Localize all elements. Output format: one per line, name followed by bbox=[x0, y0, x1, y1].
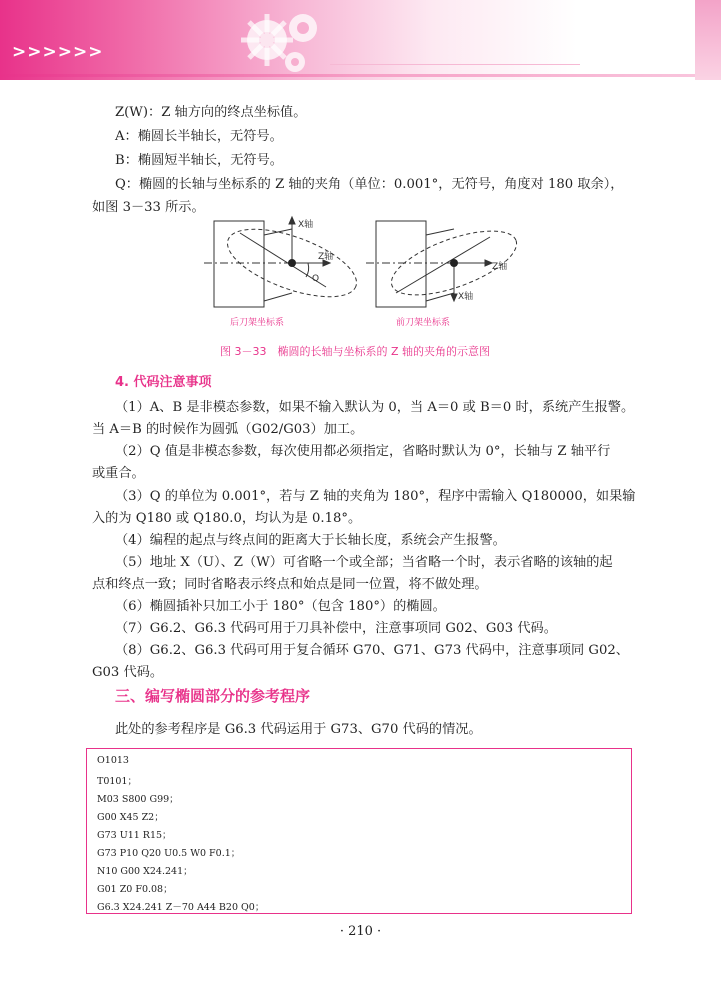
note-line: （7）G6.2、G6.3 代码可用于刀具补偿中，注意事项同 G02、G03 代码。 bbox=[115, 621, 557, 636]
rear-turret-diagram bbox=[204, 215, 365, 310]
gears-icon bbox=[225, 0, 335, 78]
param-b: B：椭圆短半轴长，无符号。 bbox=[115, 153, 283, 168]
code-line: N10 G00 X24.241； bbox=[97, 866, 193, 877]
rear-z-axis-label: Z轴 bbox=[318, 252, 334, 262]
figure-caption: 图 3－33 椭圆的长轴与坐标系的 Z 轴的夹角的示意图 bbox=[220, 345, 491, 358]
ellipse-angle-figure bbox=[200, 215, 530, 333]
rear-turret-label: 后刀架坐标系 bbox=[230, 318, 285, 328]
code-line: T0101； bbox=[97, 776, 138, 787]
note-line: 点和终点一致；同时省略表示终点和始点是同一位置，将不做处理。 bbox=[92, 577, 488, 592]
rear-q-label: Q bbox=[312, 274, 320, 284]
note-line: （6）椭圆插补只加工小于 180°（包含 180°）的椭圆。 bbox=[115, 599, 446, 614]
code-line: G01 Z0 F0.08； bbox=[97, 884, 173, 895]
page-header bbox=[0, 0, 721, 80]
code-line: M03 S800 G99； bbox=[97, 794, 179, 805]
param-q-cont: 如图 3－33 所示。 bbox=[92, 200, 205, 215]
header-arrows-icon: >>>>>> bbox=[12, 42, 104, 62]
param-a: A：椭圆长半轴长，无符号。 bbox=[115, 129, 283, 144]
note-line: （1）A、B 是非模态参数，如果不输入默认为 0，当 A＝0 或 B＝0 时，系统产生报警。 bbox=[115, 400, 635, 415]
code-line: G6.3 X24.241 Z－70 A44 B20 Q0； bbox=[97, 902, 265, 913]
param-z: Z(W)：Z 轴方向的终点坐标值。 bbox=[115, 105, 307, 120]
code-line: O1013 bbox=[97, 755, 129, 766]
note-line: 入的为 Q180 或 Q180.0，均认为是 0.18°。 bbox=[92, 511, 362, 526]
header-thin-rule bbox=[330, 64, 580, 65]
note-line: 或重合。 bbox=[92, 466, 145, 481]
code-listing bbox=[86, 748, 632, 914]
front-x-axis-label: X轴 bbox=[458, 292, 474, 302]
code-line: G00 X45 Z2； bbox=[97, 812, 164, 823]
header-rule bbox=[0, 74, 721, 77]
note-line: （8）G6.2、G6.3 代码可用于复合循环 G70、G71、G73 代码中，注意事项同 G02、 bbox=[115, 643, 629, 658]
code-line: G73 U11 R15； bbox=[97, 830, 172, 841]
header-side-tab bbox=[695, 0, 721, 80]
note-line: （4）编程的起点与终点间的距离大于长轴长度，系统会产生报警。 bbox=[115, 533, 506, 548]
front-turret-label: 前刀架坐标系 bbox=[396, 318, 451, 328]
param-q: Q：椭圆的长轴与坐标系的 Z 轴的夹角（单位：0.001°，无符号，角度对 180 取余）， bbox=[115, 177, 624, 192]
code-line: G73 P10 Q20 U0.5 W0 F0.1； bbox=[97, 848, 241, 859]
program-intro: 此处的参考程序是 G6.3 代码运用于 G73、G70 代码的情况。 bbox=[115, 722, 482, 737]
note-line: G03 代码。 bbox=[92, 665, 164, 680]
note-line: 当 A＝B 的时候作为圆弧（G02/G03）加工。 bbox=[92, 422, 364, 437]
front-z-axis-label: Z轴 bbox=[492, 262, 508, 272]
section-heading-program: 三、编写椭圆部分的参考程序 bbox=[115, 687, 311, 705]
note-line: （5）地址 X（U）、Z（W）可省略一个或全部；当省略一个时，表示省略的该轴的起 bbox=[115, 555, 613, 570]
page-number: · 210 · bbox=[339, 924, 382, 939]
note-line: （3）Q 的单位为 0.001°，若与 Z 轴的夹角为 180°，程序中需输入 Q180000，如果输 bbox=[115, 489, 636, 504]
note-line: （2）Q 值是非模态参数，每次使用都必须指定，省略时默认为 0°，长轴与 Z 轴平行 bbox=[115, 444, 611, 459]
section-heading: 4. 代码注意事项 bbox=[115, 375, 212, 390]
rear-x-axis-label: X轴 bbox=[298, 220, 314, 230]
